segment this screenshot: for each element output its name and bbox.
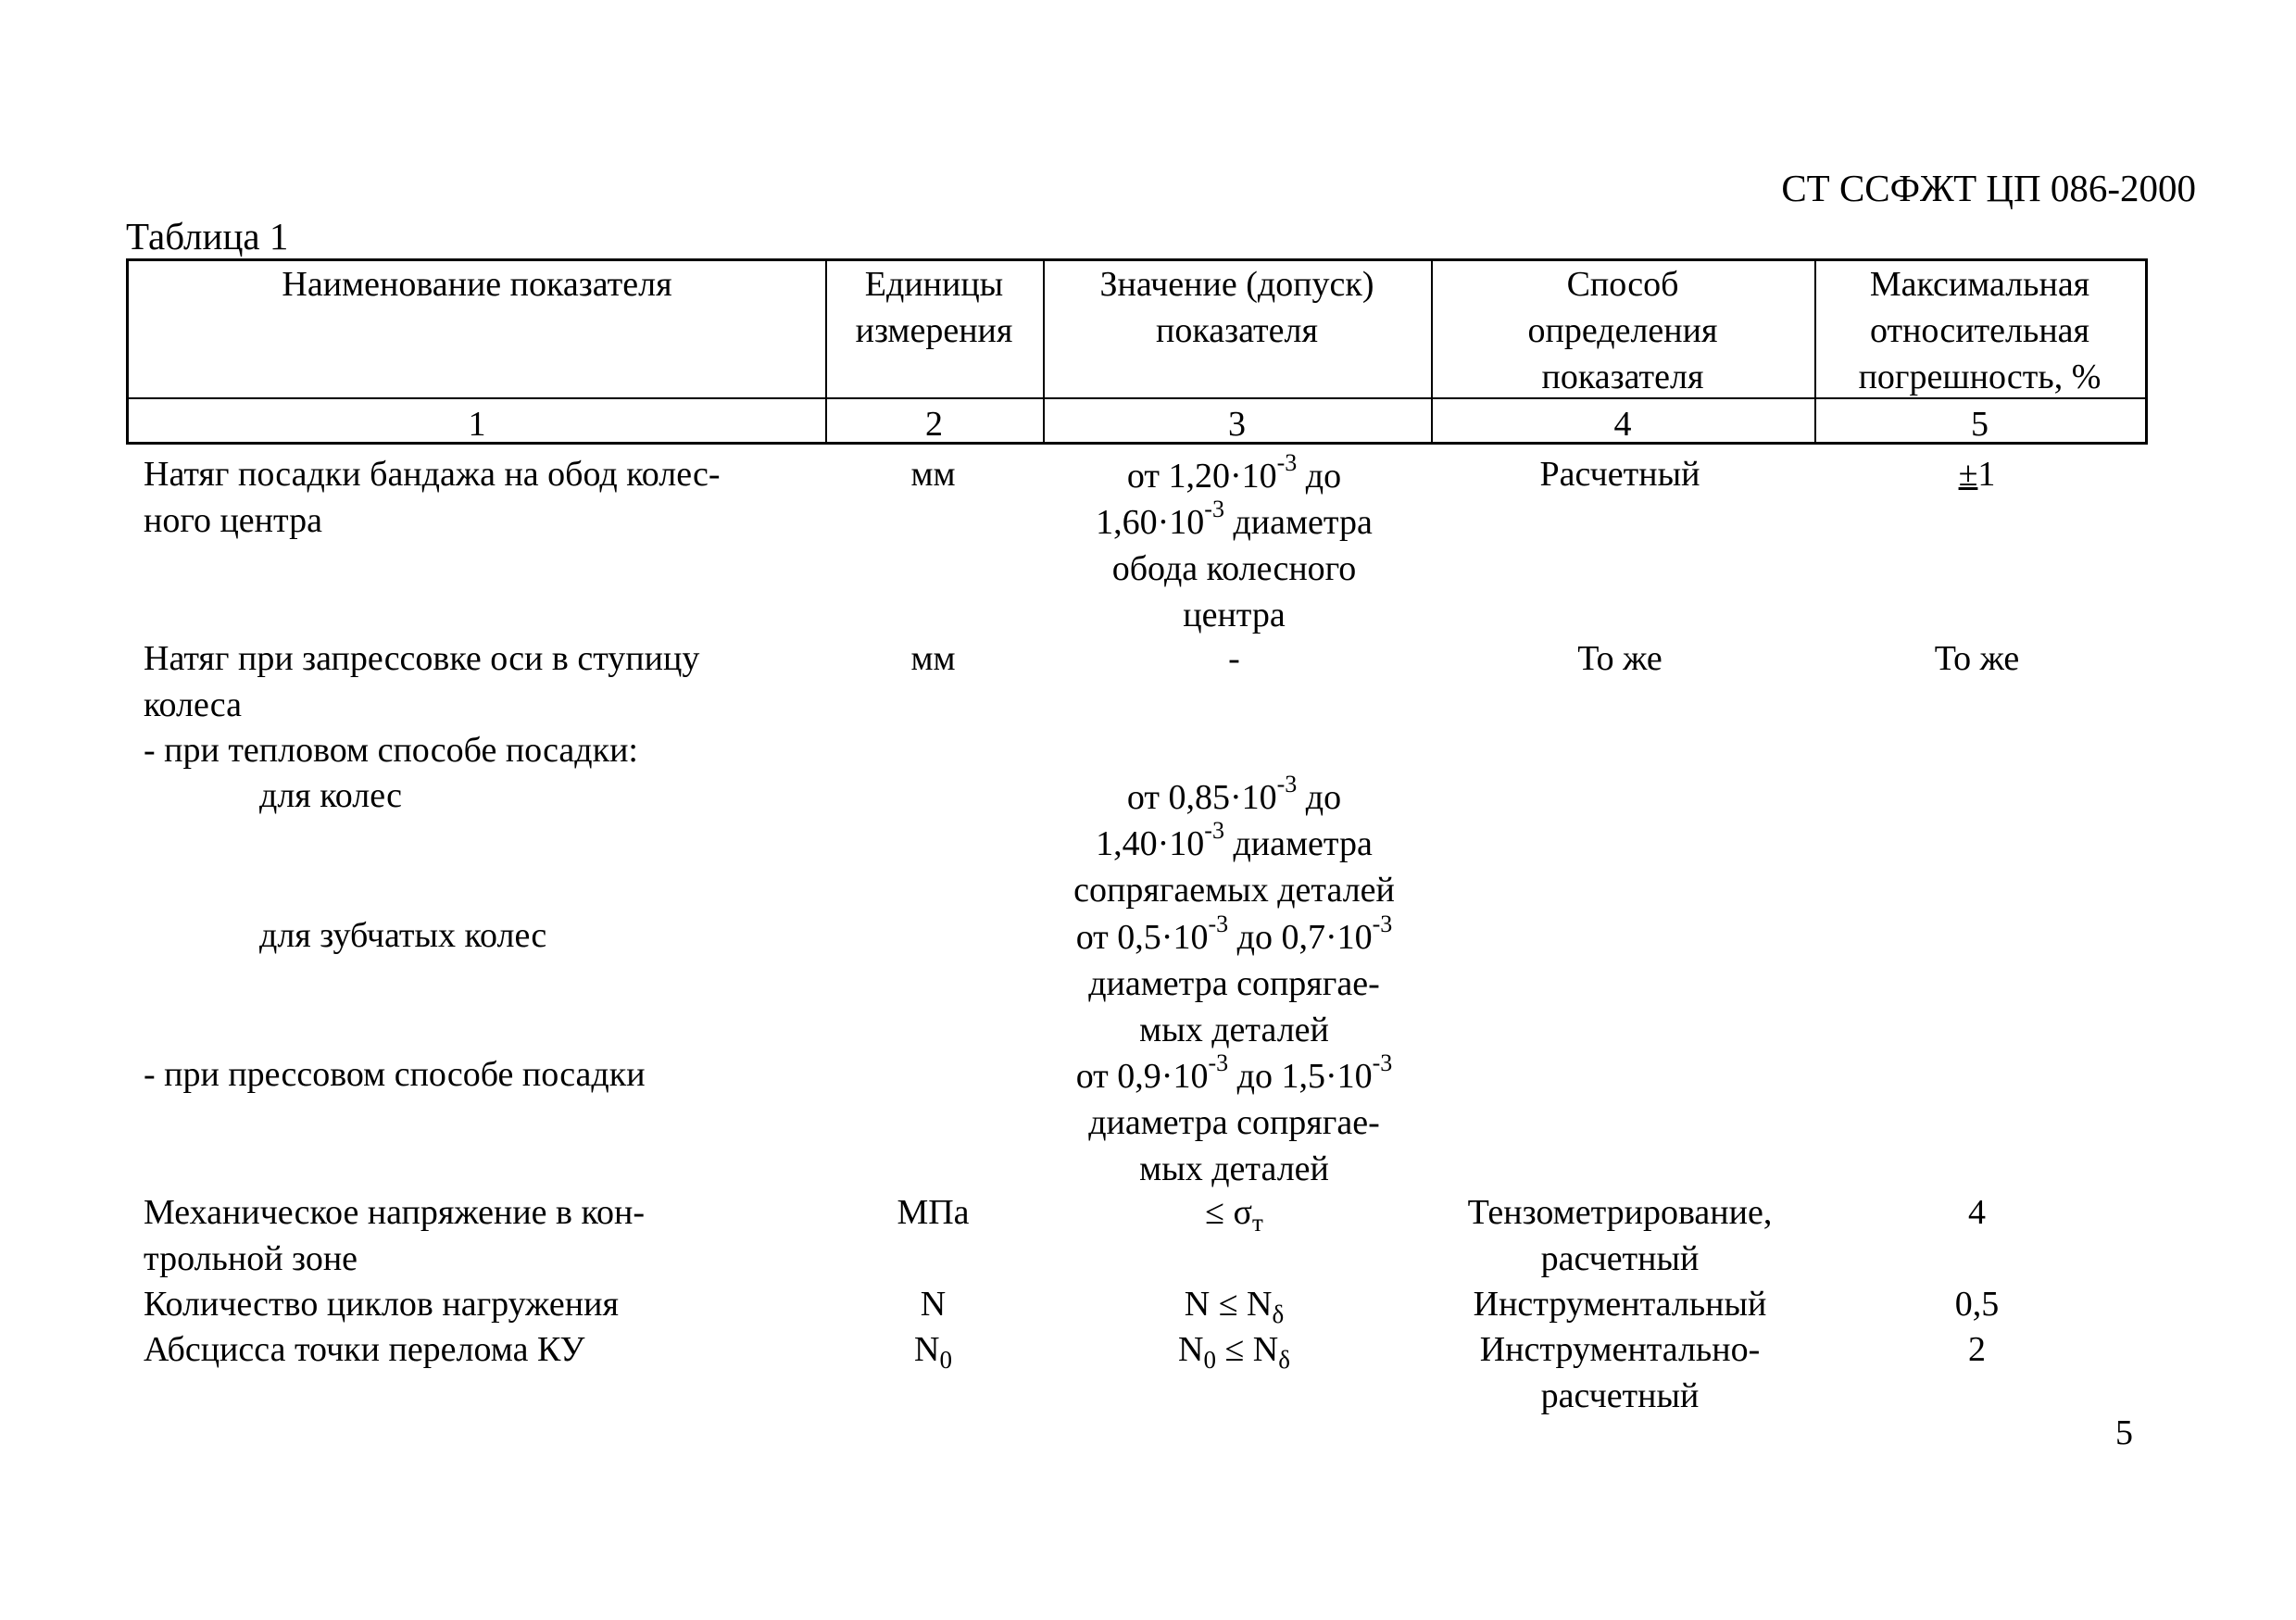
column-number: 2: [925, 405, 943, 444]
row-2-error: То же: [1934, 639, 2020, 678]
row-4-method: Инструментальный: [1473, 1285, 1767, 1324]
row-4-error: 0,5: [1954, 1285, 2000, 1324]
document-code: СТ ССФЖТ ЦП 086-2000: [1781, 167, 2196, 209]
column-header-error: Максимальная относительная погрешность, %: [1858, 265, 2102, 396]
row-3-error: 4: [1968, 1193, 1986, 1232]
wheels-value: от $0,85\cdot 10^{-3}$ до $1,40\cdot 10^{-3}$ диаметра сопрягаемых деталей: [1073, 771, 1395, 910]
gears-value: от $0,5\cdot 10^{-3}$ до $0,7\cdot 10^{-3}$ диаметра сопрягае- мых деталей: [1075, 910, 1393, 1049]
press-value: от $0,9\cdot 10^{-3}$ до $1,5\cdot 10^{-3}$ диаметра сопрягае- мых деталей: [1075, 1049, 1393, 1188]
row-5-method: Инструментально- расчетный: [1479, 1330, 1761, 1415]
row-2-value: -: [1228, 639, 1240, 678]
row-2-method: То же: [1577, 639, 1662, 678]
row-3-method: Тензометрирование, расчетный: [1467, 1193, 1773, 1278]
row-2-name: Натяг при запрессовке оси в ступицу колеса: [144, 639, 700, 724]
wheels-label: для колес: [259, 776, 402, 815]
row-5-unit: $N_0$: [914, 1330, 952, 1374]
row-3-unit: МПа: [897, 1193, 970, 1232]
column-header-units: Единицы измерения: [855, 265, 1013, 350]
row-2-unit: мм: [910, 639, 956, 678]
column-number: 3: [1228, 405, 1246, 444]
row-3-name: Механическое напряжение в кон- трольной зоне: [144, 1193, 645, 1278]
row-4-value: $N \le N_\delta$: [1184, 1285, 1285, 1328]
row-1-error: ±1: [1958, 455, 1996, 494]
gears-label: для зубчатых колес: [259, 916, 547, 955]
row-5-error: 2: [1968, 1330, 1986, 1369]
row-4-name: Количество циклов нагружения: [144, 1285, 619, 1324]
column-header-method: Способ определения показателя: [1527, 265, 1718, 396]
press-method-label: - при прессовом способе посадки: [144, 1055, 646, 1094]
column-number: 4: [1613, 405, 1632, 444]
column-header-name: Наименование показателя: [282, 265, 672, 304]
column-number: 5: [1971, 405, 1989, 444]
row-1-method: Расчетный: [1539, 455, 1700, 494]
table-header: [126, 258, 2148, 445]
row-1-value: от $1,20\cdot 10^{-3}$ до $1,60\cdot 10^{-3}$ диаметра обода колесного центра: [1096, 449, 1373, 634]
row-1-unit: мм: [910, 455, 956, 494]
table-caption: Таблица 1: [126, 215, 289, 257]
thermal-method-heading: - при тепловом способе посадки:: [144, 731, 638, 770]
page-number: 5: [2115, 1413, 2133, 1452]
row-3-value: ≤ $\sigma_т$: [1205, 1193, 1263, 1237]
row-5-value: $N_0 \le N_\delta$: [1178, 1330, 1290, 1374]
column-number: 1: [468, 405, 486, 444]
row-1-name: Натяг посадки бандажа на обод колес- ного центра: [144, 455, 721, 540]
column-header-value: Значение (допуск) показателя: [1099, 265, 1374, 350]
row-5-name: Абсцисса точки перелома КУ: [144, 1330, 585, 1369]
row-4-unit: N: [920, 1285, 947, 1324]
